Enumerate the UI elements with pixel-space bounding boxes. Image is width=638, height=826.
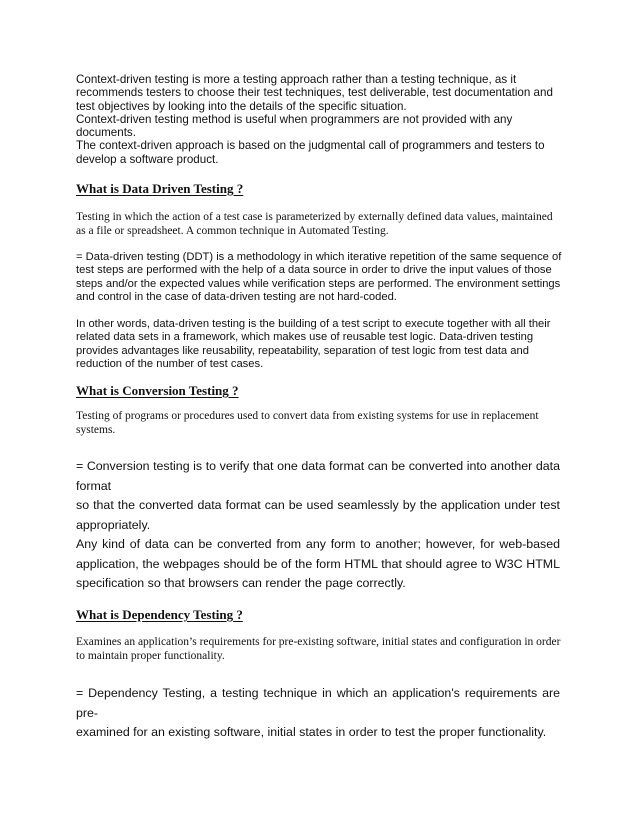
text-line: Context-driven testing is more a testing approach rather than a testing technique, as it	[76, 73, 517, 86]
text-line: In other words, data-driven testing is the building of a test script to execute together with all their	[76, 318, 551, 330]
text-line: develop a software product.	[76, 152, 219, 166]
dependency-detail	[76, 684, 560, 743]
text-line: Testing in which the action of a test case is parameterized by externally defined data values, maintained	[76, 211, 553, 223]
text-line: application, the webpages should be of the form HTML that should agree to W3C HTML	[76, 556, 560, 571]
text-line: as a file or spreadsheet. A common technique in Automated Testing.	[76, 224, 389, 237]
text-line: specification so that browsers can render the page correctly.	[76, 576, 406, 590]
text-line: steps and/or the expected values while verification steps are performed. The environment settings	[76, 277, 561, 290]
conversion-definition	[76, 410, 562, 437]
text-line: Examines an application’s requirements for pre-existing software, initial states and configuration in order	[76, 636, 561, 648]
text-line: = Conversion testing is to verify that one data format can be converted into another data format	[76, 459, 560, 493]
text-line: appropriately.	[76, 517, 151, 532]
dependency-definition	[76, 636, 562, 663]
data-driven-definition	[76, 211, 562, 238]
text-line: = Data-driven testing (DDT) is a methodology in which iterative repetition of the same sequence of	[76, 251, 562, 263]
text-line: = Dependency Testing, a testing technique in which an application's requirements are pre-	[76, 686, 560, 720]
text-line: related data sets in a framework, which makes use of reusable test logic. Data-driven testing	[76, 331, 534, 344]
text-line: provides advantages like reusability, repeatability, separation of test logic from test data and	[76, 344, 529, 357]
text-line: to maintain proper functionality.	[76, 649, 225, 662]
heading-dependency: What is Dependency Testing ?	[76, 607, 243, 622]
text-line: so that the converted data format can be used seamlessly by the application under test	[76, 498, 560, 512]
text-line: recommends testers to choose their test techniques, test deliverable, test documentation and	[76, 86, 553, 100]
text-line: Testing of programs or procedures used to convert data from existing systems for use in replacement	[76, 410, 539, 422]
data-driven-detail	[76, 251, 562, 305]
text-line: and control in the case of data-driven testing are not hard-coded.	[76, 291, 397, 304]
intro-paragraph	[76, 73, 556, 166]
text-line: examined for an existing software, initial states in order to test the proper functionality.	[76, 725, 547, 739]
text-line: Context-driven testing method is useful when programmers are not provided with any	[76, 112, 513, 126]
text-line: Any kind of data can be converted from any form to another; however, for web-based	[76, 537, 560, 551]
text-line: The context-driven approach is based on the judgmental call of programmers and testers to	[76, 139, 545, 153]
conversion-detail	[76, 457, 560, 594]
text-line: documents.	[76, 126, 136, 140]
text-line: test steps are performed with the help of a data source in order to drive the input values of those	[76, 264, 552, 277]
heading-conversion: What is Conversion Testing ?	[76, 383, 239, 398]
heading-data-driven: What is Data Driven Testing ?	[76, 181, 244, 196]
text-line: reduction of the number of test cases.	[76, 358, 264, 371]
text-line: test objectives by looking into the details of the specific situation.	[76, 99, 407, 113]
text-line: systems.	[76, 423, 116, 436]
data-driven-other-words	[76, 318, 556, 372]
